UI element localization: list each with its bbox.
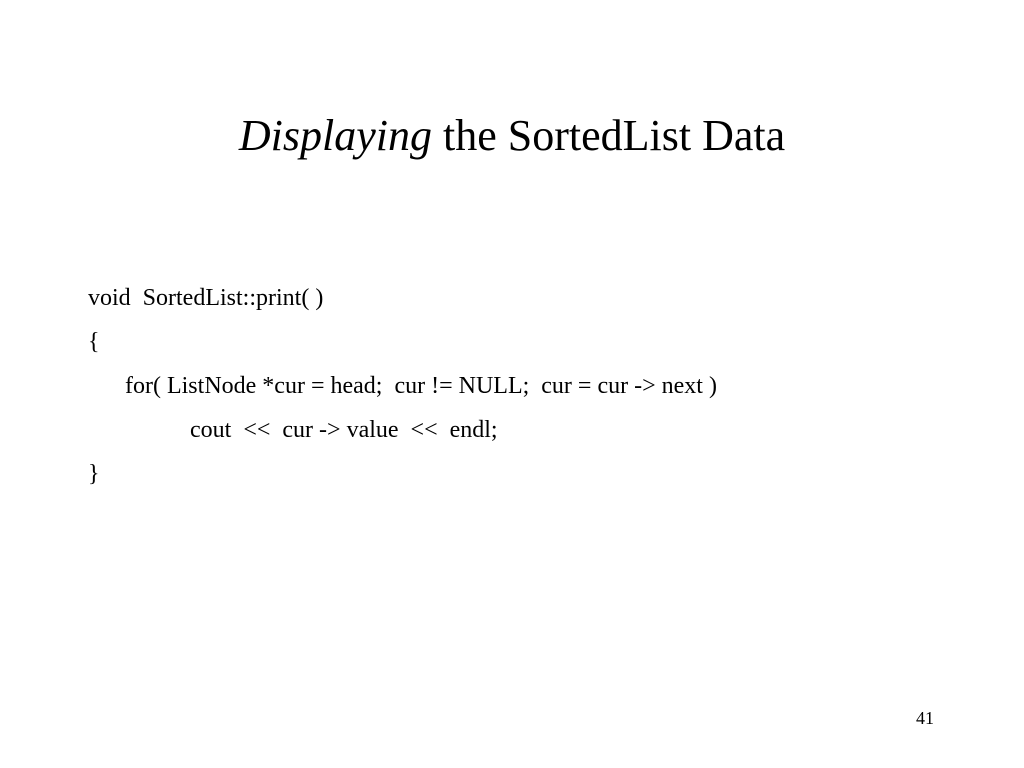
- page-number: 41: [916, 708, 934, 728]
- code-line-signature: void SortedList::print( ): [88, 285, 324, 311]
- slide-title: [0, 108, 1024, 164]
- title-rest: the SortedList Data: [431, 111, 786, 160]
- code-line-open-brace: {: [88, 329, 100, 355]
- code-line-cout: cout << cur -> value << endl;: [190, 417, 498, 443]
- title-emphasis: Displaying: [238, 111, 432, 160]
- code-line-close-brace: }: [88, 461, 100, 487]
- code-line-for-loop: for( ListNode *cur = head; cur != NULL; cur = cur -> next ): [125, 373, 717, 399]
- code-block: [88, 276, 717, 496]
